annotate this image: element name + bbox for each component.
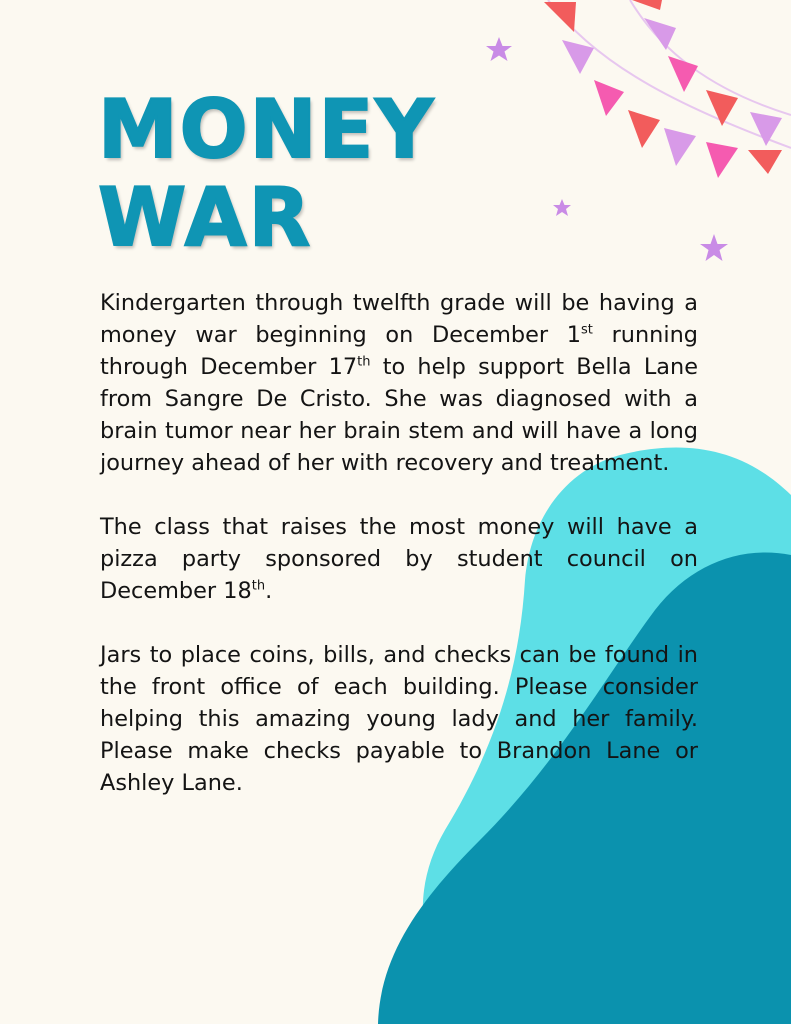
paragraph-fundraiser-details <box>100 287 698 479</box>
flag-icon <box>562 40 594 74</box>
paragraph-donation-info: Jars to place coins, bills, and checks can be found in the front office of each building. Please consider helping this amazing young lady and her family. Please make checks payable to Brandon Lane or Ashley Lane. <box>100 642 698 796</box>
title-line-2: WAR <box>98 171 313 264</box>
flag-icon <box>664 128 696 166</box>
announcement-body <box>100 287 698 831</box>
flag-icon <box>748 150 782 174</box>
star-icon <box>486 37 512 61</box>
p1-text-a: Kindergarten through twelfth grade will be having a money war beginning on December 1 <box>100 290 698 348</box>
flag-icon <box>750 112 782 146</box>
p2-sup-a: th <box>251 578 266 594</box>
p1-text-c: to help support Bella Lane from Sangre De Cristo. She was diagnosed with a brain tumor near her brain stem and will have a long journey ahead of her with recovery and treatment. <box>100 354 698 476</box>
star-icon <box>700 234 728 261</box>
p1-sup-a: st <box>581 322 593 338</box>
p1-text-b: running through December 17 <box>100 322 698 380</box>
p2-text-b: . <box>265 578 273 604</box>
flag-icon <box>668 56 698 92</box>
flag-icon <box>706 90 738 126</box>
page-title <box>98 83 436 264</box>
flag-icon <box>706 142 738 178</box>
star-icon <box>553 199 571 216</box>
flag-icon <box>544 2 576 32</box>
p1-sup-b: th <box>357 354 371 370</box>
title-line-1: MONEY <box>98 83 436 176</box>
p2-text-a: The class that raises the most money will have a pizza party sponsored by student council on December 18 <box>100 514 698 604</box>
flag-icon <box>628 110 660 148</box>
paragraph-pizza-party <box>100 511 698 607</box>
flag-icon <box>594 80 624 116</box>
bunting-string-upper <box>548 0 791 148</box>
flag-icon <box>644 18 676 50</box>
